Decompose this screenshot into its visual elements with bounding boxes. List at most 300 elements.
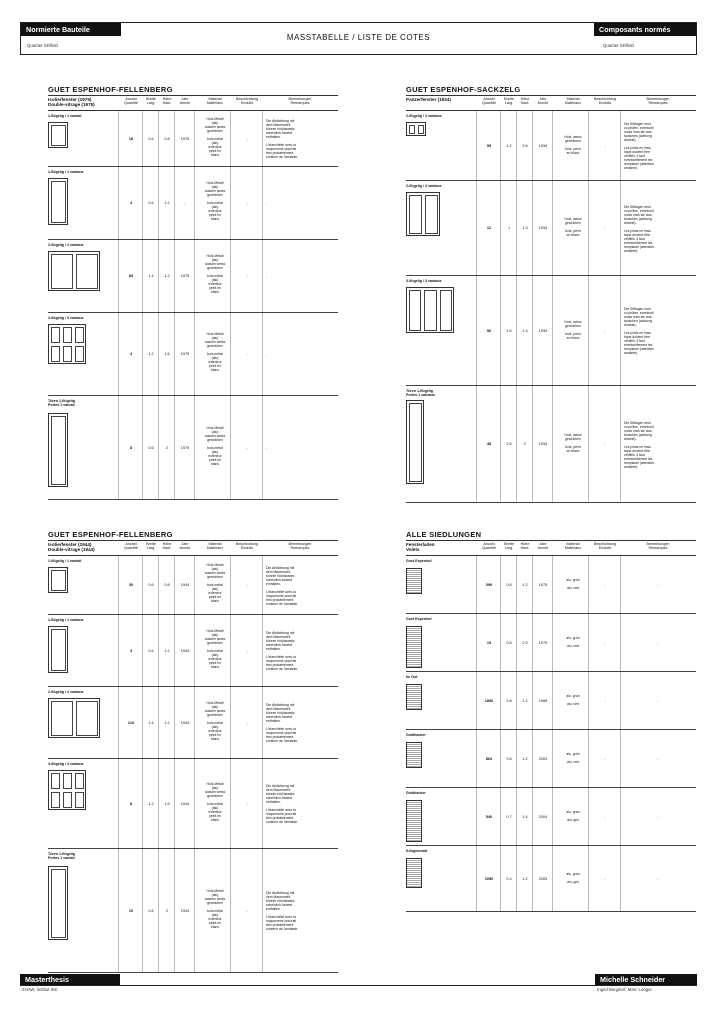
height-cell: 1.6 <box>164 801 170 806</box>
row-label: Im Gut <box>406 675 418 679</box>
width-cell: 0.6 <box>506 442 512 447</box>
row-label: Guet Espenhof <box>406 617 432 621</box>
height-cell: 1.2 <box>164 274 170 279</box>
remark-cell: Die Kittfugen sind zu prüfen, eventuell muss man sie aus- tauschen (achtung Asbest). Les joints en mas- tique doivent être vérifiés, il faut éventuellement les remplacer (attention amiante). <box>624 204 655 253</box>
window-pane <box>75 346 84 362</box>
coating-cell: - <box>604 328 606 333</box>
row-label: Türen 1-flügelig Portes 1 vantail <box>48 852 75 861</box>
year-cell: 1944 <box>180 801 190 806</box>
row-label: 1-flügelig / 1 vantaux <box>48 618 84 622</box>
year-cell: 1944 <box>180 908 190 913</box>
coating-cell: - <box>604 226 606 231</box>
column-divider <box>620 181 621 275</box>
window-drawing <box>48 324 86 364</box>
section-title: GUET ESPENHOF-SACKZELG <box>406 85 521 94</box>
height-cell: 1.3 <box>522 226 528 231</box>
material-cell: alu, grün alu, vert <box>566 752 580 765</box>
column-header-breite: Breite Larg. <box>146 97 156 106</box>
table-row <box>406 181 696 276</box>
year-cell: 1975 <box>180 352 190 357</box>
width-cell: 0.6 <box>148 445 154 450</box>
window-drawing <box>48 413 68 487</box>
column-divider <box>500 386 501 502</box>
column-header-jahr: Jahr Année <box>537 542 549 551</box>
column-divider <box>552 614 553 671</box>
window-pane <box>440 290 452 331</box>
window-pane <box>63 792 72 808</box>
material-cell: alu, grün alu, vert <box>566 694 580 707</box>
height-cell: 2 <box>165 445 169 450</box>
column-header-hoehe: Höhe Haut. <box>520 542 530 551</box>
window-drawing <box>406 122 426 136</box>
column-divider <box>142 556 143 614</box>
material-cell: Holz-Metall (alu) aussen weiss gestrichen bois-métal (alu) extérieur peint en blanc <box>204 888 226 929</box>
material-cell: Holz, weiss gestrichen bois, peint en blanc <box>564 217 582 238</box>
header-right-title: Composants normés <box>594 23 696 36</box>
table-row <box>48 111 338 167</box>
width-cell: 1.2 <box>506 143 512 148</box>
width-cell: 0.8 <box>506 582 512 587</box>
remark-cell: - <box>657 876 659 881</box>
coating-cell: - <box>246 720 248 725</box>
year-cell: 1934 <box>538 442 548 447</box>
height-cell: 0.8 <box>164 583 170 588</box>
column-divider <box>174 240 175 312</box>
row-label: 3-flügelig / 3 vantaux <box>406 279 442 283</box>
column-divider <box>516 181 517 275</box>
width-cell: 0.6 <box>148 201 154 206</box>
column-divider <box>158 759 159 848</box>
remark-cell: - <box>266 201 268 206</box>
page-title: MASSTABELLE / LISTE DE COTES <box>286 33 431 42</box>
year-cell: 1988 <box>538 698 548 703</box>
footer-right-title: Michelle Schneider <box>595 974 697 985</box>
table-row <box>48 849 338 973</box>
remark-cell: - <box>266 274 268 279</box>
year-cell: 1934 <box>538 143 548 148</box>
window-drawing <box>48 626 68 673</box>
remark-cell: Die Abdichtung mit dem Mauerwerk könnte höchstwahr- scheinlich Asbest enthalten. L'étanchéité avec la maçonnerie pourrait très probablement contenir de l'amiante. <box>266 891 299 931</box>
column-divider <box>476 730 477 787</box>
quantity-cell: 8 <box>129 801 133 806</box>
column-divider <box>552 111 553 180</box>
year-cell: 2005 <box>538 876 548 881</box>
window-pane <box>75 792 84 808</box>
window-pane <box>75 773 84 789</box>
window-pane <box>63 327 72 343</box>
window-drawing <box>48 122 68 148</box>
table-row <box>48 240 338 313</box>
column-header-beschichtung: Beschichtung Enduits <box>235 542 259 551</box>
column-header-anzahl: Anzahl Quantité <box>124 97 138 106</box>
quantity-cell: 15 <box>486 640 492 645</box>
table-row <box>48 759 338 849</box>
column-divider <box>262 313 263 395</box>
window-pane <box>409 125 415 134</box>
width-cell: 0.8 <box>506 756 512 761</box>
height-cell: 0.6 <box>522 143 528 148</box>
column-divider <box>552 788 553 845</box>
window-pane <box>76 701 98 736</box>
width-cell: 0.8 <box>506 698 512 703</box>
column-header-hoehe: Höhe Haut. <box>162 97 172 106</box>
quantity-cell: 18 <box>128 136 134 141</box>
height-cell: 1.2 <box>522 582 528 587</box>
window-pane <box>51 327 60 343</box>
column-divider <box>118 687 119 758</box>
coating-cell: - <box>246 136 248 141</box>
column-divider <box>174 759 175 848</box>
column-header-bemerkungen: Bemerkungen Remarques <box>288 97 312 106</box>
height-cell: 1.4 <box>522 814 528 819</box>
window-drawing <box>48 866 68 940</box>
column-divider <box>262 759 263 848</box>
column-divider <box>500 788 501 845</box>
column-divider <box>532 730 533 787</box>
column-header-material: Material Matériaux <box>206 542 224 551</box>
quantity-cell: 83 <box>128 274 134 279</box>
page-footer <box>20 974 697 995</box>
width-cell: 0.6 <box>148 583 154 588</box>
row-label: 1-flügelig / 1 vantaux <box>48 170 84 174</box>
section-subtitle: Isolierfenster (1944) Double-vitrage (1944) <box>48 542 95 553</box>
column-divider <box>142 615 143 686</box>
table-row <box>406 111 696 181</box>
table-row <box>406 730 696 788</box>
year-cell: 1944 <box>180 720 190 725</box>
table-row <box>406 614 696 672</box>
window-pane <box>51 869 66 938</box>
column-divider <box>194 687 195 758</box>
width-cell: 0.7 <box>506 814 512 819</box>
width-cell: 0.6 <box>148 136 154 141</box>
row-label: 2-flügelig / 2 vantaux <box>48 690 84 694</box>
footer-left-sub: ZHAW, Institut IKE <box>22 987 58 992</box>
window-pane <box>51 181 66 223</box>
column-divider <box>620 386 621 502</box>
section-rule <box>48 540 338 541</box>
window-drawing <box>406 192 440 236</box>
material-cell: alu, grau alu, gris <box>566 810 580 823</box>
material-cell: alu, grün alu, vert <box>566 578 580 591</box>
material-cell: Holz-Metall (alu) aussen weiss gestrichen bois-métal (alu) extérieur peint en blanc <box>204 628 226 669</box>
column-divider <box>476 846 477 911</box>
column-divider <box>552 556 553 613</box>
column-divider <box>262 111 263 166</box>
column-divider <box>118 240 119 312</box>
column-divider <box>532 276 533 385</box>
quantity-cell: 12 <box>486 226 492 231</box>
column-divider <box>118 167 119 239</box>
quantity-cell: 540 <box>485 814 493 819</box>
height-cell: 2.0 <box>522 640 528 645</box>
header-left-sub: Quartier Sihlfeld <box>27 43 58 48</box>
shutter-drawing <box>406 626 422 668</box>
column-divider <box>194 615 195 686</box>
window-pane <box>63 773 72 789</box>
material-cell: Holz-Metall (alu) aussen weiss gestrichen bois-métal (alu) extérieur peint en blanc <box>204 181 226 221</box>
column-divider <box>516 276 517 385</box>
table-row <box>48 396 338 500</box>
column-divider <box>500 730 501 787</box>
column-divider <box>476 556 477 613</box>
row-label: 2-flügelig / 2 vantaux <box>406 114 442 118</box>
shutter-drawing <box>406 742 422 768</box>
column-divider <box>194 111 195 166</box>
column-divider <box>142 240 143 312</box>
row-label: Guet Espenhof <box>406 559 432 563</box>
column-divider <box>552 276 553 385</box>
column-divider <box>158 313 159 395</box>
column-divider <box>500 556 501 613</box>
footer-left-title: Masterthesis <box>20 974 120 985</box>
column-divider <box>476 111 477 180</box>
quantity-cell: 390 <box>485 582 493 587</box>
window-pane <box>409 290 421 331</box>
column-divider <box>476 614 477 671</box>
year-cell: 1975 <box>538 640 548 645</box>
year-cell: 1975 <box>538 582 548 587</box>
column-divider <box>262 615 263 686</box>
column-header-beschichtung: Beschichtung Enduits <box>593 542 617 551</box>
width-cell: 0.6 <box>148 908 154 913</box>
window-drawing <box>48 698 100 738</box>
width-cell: 1.5 <box>506 328 512 333</box>
column-divider <box>476 788 477 845</box>
column-header-anzahl: Anzahl Quantité <box>124 542 138 551</box>
column-divider <box>476 276 477 385</box>
column-divider <box>532 111 533 180</box>
column-header-breite: Breite Larg. <box>504 542 514 551</box>
window-pane <box>51 125 66 146</box>
remark-cell: Die Abdichtung mit dem Mauerwerk könnte höchstwahr- scheinlich Asbest enthalten. L'étanchéité avec la maçonnerie pourrait très probablement contenir de l'amiante. <box>266 703 299 743</box>
material-cell: alu, grün alu, vert <box>566 636 580 649</box>
window-pane <box>51 570 66 591</box>
column-divider <box>158 687 159 758</box>
remark-cell: - <box>657 814 659 819</box>
section-title: ALLE SIEDLUNGEN <box>406 530 482 539</box>
quantity-cell: 96 <box>486 328 492 333</box>
column-divider <box>620 111 621 180</box>
coating-cell: - <box>604 143 606 148</box>
column-divider <box>158 240 159 312</box>
coating-cell: - <box>604 442 606 447</box>
column-divider <box>142 313 143 395</box>
coating-cell: - <box>246 648 248 653</box>
section-subtitle: Panzerfenster (1934) <box>406 97 451 102</box>
column-header-anzahl: Anzahl Quantité <box>482 542 496 551</box>
table-section <box>406 85 696 503</box>
row-label: 3-flügelig / 3 vantaux <box>48 762 84 766</box>
window-drawing <box>406 400 424 484</box>
section-rule <box>406 95 696 96</box>
coating-cell: - <box>246 352 248 357</box>
window-pane <box>51 701 73 736</box>
column-divider <box>174 849 175 972</box>
remark-cell: Die Kittfugen sind zu prüfen, eventuell muss man sie aus- tauschen (achtung Asbest). Les joints en mas- tique doivent être vérifiés, il faut éventuellement les remplacer (attention amiante). <box>624 420 655 469</box>
coating-cell: - <box>604 698 606 703</box>
material-cell: Holz-Metall (alu) aussen weiss gestrichen bois-métal (alu) extérieur peint en blanc <box>204 781 226 822</box>
column-divider <box>476 672 477 729</box>
column-divider <box>516 386 517 502</box>
column-divider <box>262 556 263 614</box>
column-divider <box>158 615 159 686</box>
column-divider <box>174 111 175 166</box>
column-divider <box>142 167 143 239</box>
width-cell: 0.4 <box>506 876 512 881</box>
column-divider <box>174 687 175 758</box>
column-divider <box>552 181 553 275</box>
width-cell: 0.6 <box>148 648 154 653</box>
column-divider <box>262 396 263 499</box>
header-right-sub: Quartier Sihlfeld <box>603 43 634 48</box>
quantity-cell: 95 <box>486 143 492 148</box>
column-header-material: Material Matériaux <box>564 97 582 106</box>
column-header-anzahl: Anzahl Quantité <box>482 97 496 106</box>
column-divider <box>142 111 143 166</box>
height-cell: 2 <box>165 908 169 913</box>
table-row <box>406 672 696 730</box>
column-divider <box>118 759 119 848</box>
window-pane <box>51 254 73 289</box>
column-divider <box>158 849 159 972</box>
quantity-cell: 48 <box>486 442 492 447</box>
quantity-cell: 110 <box>127 720 135 725</box>
column-divider <box>552 386 553 502</box>
year-cell: 1975 <box>180 274 190 279</box>
table-row <box>48 687 338 759</box>
coating-cell: - <box>246 201 248 206</box>
window-drawing <box>48 178 68 225</box>
year-cell: 1934 <box>538 328 548 333</box>
table-row <box>406 846 696 912</box>
section-rule <box>48 95 338 96</box>
height-cell: 2 <box>523 442 527 447</box>
column-divider <box>500 846 501 911</box>
column-divider <box>158 111 159 166</box>
column-divider <box>194 396 195 499</box>
column-divider <box>532 672 533 729</box>
column-divider <box>142 759 143 848</box>
window-drawing <box>48 770 86 810</box>
row-label: Türen 1-flügelig Portes 1 vantail <box>48 399 75 408</box>
section-title: GUET ESPENHOF-FELLENBERG <box>48 85 173 94</box>
remark-cell: Die Kittfugen sind zu prüfen, eventuell muss man sie aus- tauschen (achtung Asbest). Les joints en mas- tique doivent être vérifiés, il faut éventuellement les remplacer (attention amiante). <box>624 122 655 170</box>
quantity-cell: 4 <box>129 201 133 206</box>
shutter-drawing <box>406 568 422 594</box>
table-row <box>48 167 338 240</box>
window-pane <box>424 290 436 331</box>
column-header-bemerkungen: Bemerkungen Remarques <box>288 542 312 551</box>
column-divider <box>476 386 477 502</box>
remark-cell: - <box>657 698 659 703</box>
coating-cell: - <box>604 876 606 881</box>
coating-cell: - <box>246 445 248 450</box>
coating-cell: - <box>246 801 248 806</box>
table-row <box>406 556 696 614</box>
column-divider <box>118 556 119 614</box>
window-pane <box>51 629 66 671</box>
material-cell: Holz-Metall (alu) aussen weiss gestrichen bois-métal (alu) extérieur peint en blanc <box>204 332 226 372</box>
year-cell: 1934 <box>538 226 548 231</box>
material-cell: Holz, weiss gestrichen bois, peint en blanc <box>564 134 582 155</box>
column-header-beschichtung: Beschichtung Enduits <box>593 97 617 106</box>
column-divider <box>500 276 501 385</box>
row-label: Goldhacker <box>406 791 426 795</box>
row-label: 1-flügelig / 1 vantail <box>48 114 82 118</box>
window-drawing <box>406 287 454 333</box>
footer-right-sub: Ingrid Burgdorf, Marc Lööger <box>597 987 652 992</box>
section-rule <box>406 540 696 541</box>
remark-cell: - <box>657 582 659 587</box>
column-header-hoehe: Höhe Haut. <box>162 542 172 551</box>
remark-cell: Die Kittfugen sind zu prüfen, eventuell muss man sie aus- tauschen (achtung Asbest). Les joints en mas- tique doivent être vérifiés, il faut éventuellement les remplacer (attention amiante). <box>624 307 655 355</box>
column-header-jahr: Jahr Année <box>179 542 191 551</box>
coating-cell: - <box>246 274 248 279</box>
column-divider <box>476 181 477 275</box>
section-subtitle: Fensterladen Volets <box>406 542 435 553</box>
material-cell: Holz-Metall (alu) aussen weiss gestrichen bois-métal (alu) extérieur peint en blanc <box>204 254 226 294</box>
year-cell: 1975 <box>180 445 190 450</box>
width-cell: 1 <box>507 226 511 231</box>
column-divider <box>516 614 517 671</box>
row-label: 2-flügelig / 2 vantaux <box>48 243 84 247</box>
column-header-jahr: Jahr Année <box>179 97 191 106</box>
window-pane <box>425 195 438 234</box>
column-divider <box>118 849 119 972</box>
window-pane <box>63 346 72 362</box>
row-label: 2-flügelig / 2 vantaux <box>406 184 442 188</box>
window-drawing <box>48 251 100 291</box>
height-cell: 1.6 <box>164 352 170 357</box>
column-divider <box>516 556 517 613</box>
column-divider <box>158 167 159 239</box>
column-divider <box>262 167 263 239</box>
width-cell: 1.4 <box>148 274 154 279</box>
window-pane <box>51 346 60 362</box>
material-cell: Holz, weiss gestrichen bois, peint en blanc <box>564 433 582 454</box>
material-cell: Holz-Metall (alu) aussen weiss gestrichen bois-métal (alu) extérieur peint en blanc <box>204 116 226 157</box>
row-label: 1-flügelig / 1 vantail <box>48 559 82 563</box>
column-divider <box>194 240 195 312</box>
table-section <box>406 530 696 912</box>
remark-cell: - <box>266 352 268 357</box>
material-cell: Holz-Metall (alu) aussen weiss gestrichen bois-métal (alu) extérieur peint en blanc <box>204 700 226 741</box>
column-divider <box>118 396 119 499</box>
remark-cell: - <box>657 756 659 761</box>
width-cell: 1.2 <box>148 801 154 806</box>
column-divider <box>262 687 263 758</box>
column-divider <box>532 846 533 911</box>
column-divider <box>500 614 501 671</box>
section-title: GUET ESPENHOF-FELLENBERG <box>48 530 173 539</box>
column-divider <box>118 615 119 686</box>
column-divider <box>552 846 553 911</box>
coating-cell: - <box>604 756 606 761</box>
quantity-cell: 4 <box>129 352 133 357</box>
coating-cell: - <box>246 908 248 913</box>
column-divider <box>532 614 533 671</box>
year-cell: 2004 <box>538 814 548 819</box>
column-divider <box>516 111 517 180</box>
column-divider <box>532 386 533 502</box>
column-divider <box>194 313 195 395</box>
material-cell: alu, grau alu, gris <box>566 872 580 885</box>
year-cell: - <box>184 201 186 206</box>
table-row <box>48 615 338 687</box>
table-section <box>48 530 338 973</box>
quantity-cell: 10 <box>128 908 134 913</box>
